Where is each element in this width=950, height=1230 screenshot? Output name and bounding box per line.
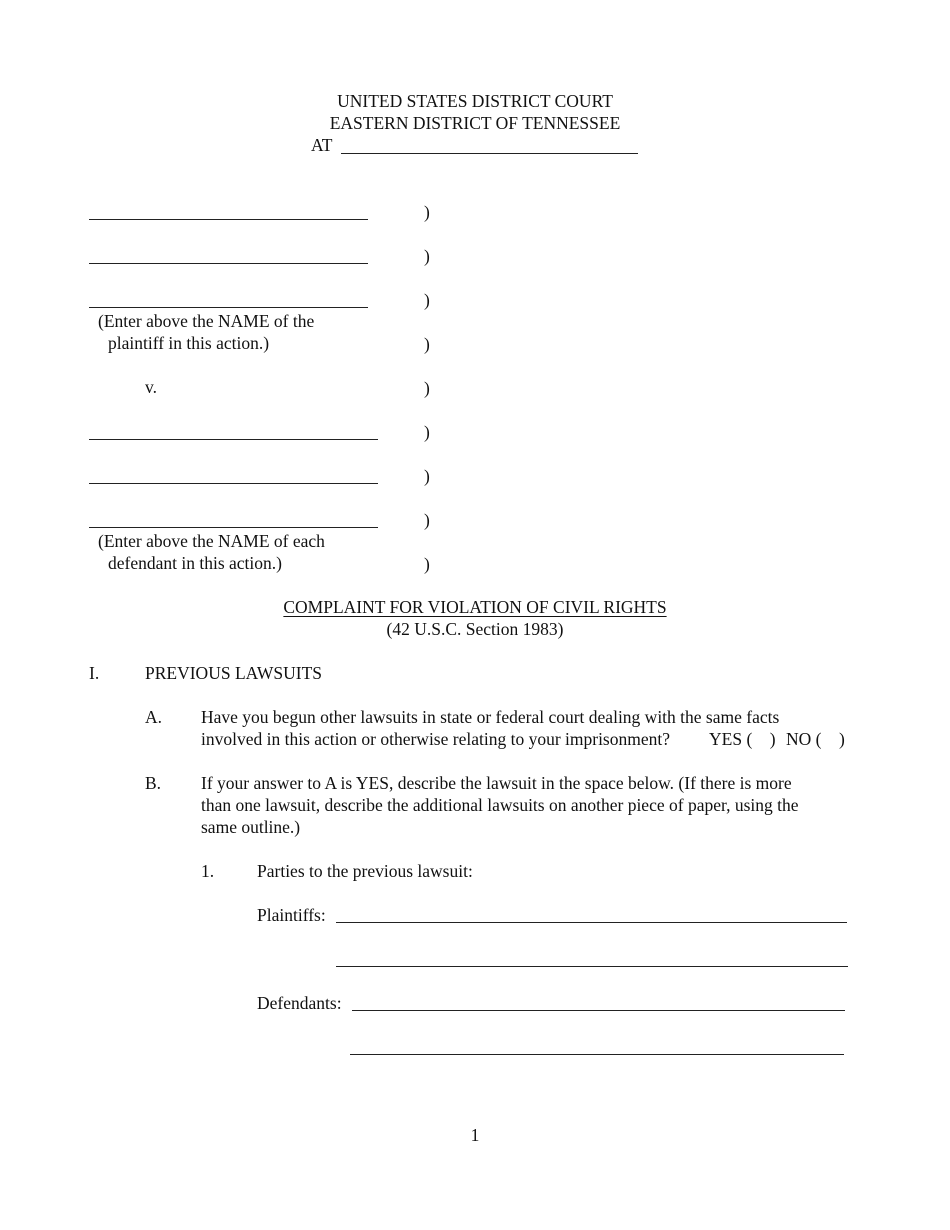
defendants-label: Defendants: [257, 993, 342, 1013]
item-a-text-line-2: involved in this action or otherwise relating to your imprisonment? [201, 729, 671, 749]
document-subtitle: (42 U.S.C. Section 1983) [386, 619, 564, 639]
defendant-name-field-2[interactable] [89, 483, 378, 484]
item-a-text-line-1: Have you begun other lawsuits in state or federal court dealing with the same facts [201, 707, 780, 727]
section-number: I. [89, 663, 100, 683]
yes-checkbox-group[interactable] [709, 728, 776, 750]
district-name: EASTERN DISTRICT OF TENNESSEE [329, 113, 621, 133]
caption-paren: ) [424, 422, 430, 442]
caption-paren: ) [424, 334, 430, 354]
caption-paren: ) [424, 202, 430, 222]
item-b-text-line-3: same outline.) [201, 817, 301, 837]
no-checkbox-group[interactable] [786, 728, 845, 750]
court-name: UNITED STATES DISTRICT COURT [337, 91, 613, 111]
caption-paren: ) [424, 510, 430, 530]
subitem-1-text: Parties to the previous lawsuit: [257, 861, 473, 881]
page-number: 1 [470, 1125, 480, 1145]
plaintiff-name-field-1[interactable] [89, 219, 368, 220]
no-label: NO [786, 729, 812, 749]
item-b-text-line-2: than one lawsuit, describe the additional lawsuits on another piece of paper, using the [201, 795, 799, 815]
yes-checkbox[interactable]: ( ) [742, 729, 776, 749]
defendant-instruction-line-1: (Enter above the NAME of each [98, 531, 325, 551]
yes-label: YES [709, 729, 743, 749]
document-title-text: COMPLAINT FOR VIOLATION OF CIVIL RIGHTS [283, 597, 667, 617]
at-location-field[interactable] [341, 153, 638, 154]
defendant-name-field-3[interactable] [89, 527, 378, 528]
subitem-1-number: 1. [201, 861, 215, 881]
caption-paren: ) [424, 290, 430, 310]
defendant-instruction-line-2: defendant in this action.) [108, 553, 282, 573]
caption-paren: ) [424, 378, 430, 398]
item-b-text-line-1: If your answer to A is YES, describe the lawsuit in the space below. (If there is more [201, 773, 792, 793]
defendant-name-field-1[interactable] [89, 439, 378, 440]
item-b-label: B. [145, 773, 162, 793]
caption-paren: ) [424, 554, 430, 574]
at-label: AT [311, 135, 333, 155]
item-a-label: A. [145, 707, 163, 727]
plaintiffs-field-1[interactable] [336, 922, 847, 923]
versus-label: v. [145, 377, 157, 397]
no-checkbox[interactable]: ( ) [811, 729, 845, 749]
plaintiffs-label: Plaintiffs: [257, 905, 326, 925]
section-heading: PREVIOUS LAWSUITS [145, 663, 323, 683]
plaintiffs-field-2[interactable] [336, 966, 848, 967]
defendants-field-1[interactable] [352, 1010, 845, 1011]
caption-paren: ) [424, 466, 430, 486]
document-title [0, 596, 950, 618]
plaintiff-name-field-3[interactable] [89, 307, 368, 308]
plaintiff-instruction-line-1: (Enter above the NAME of the [98, 311, 315, 331]
caption-paren: ) [424, 246, 430, 266]
defendants-field-2[interactable] [350, 1054, 844, 1055]
plaintiff-name-field-2[interactable] [89, 263, 368, 264]
plaintiff-instruction-line-2: plaintiff in this action.) [108, 333, 270, 353]
